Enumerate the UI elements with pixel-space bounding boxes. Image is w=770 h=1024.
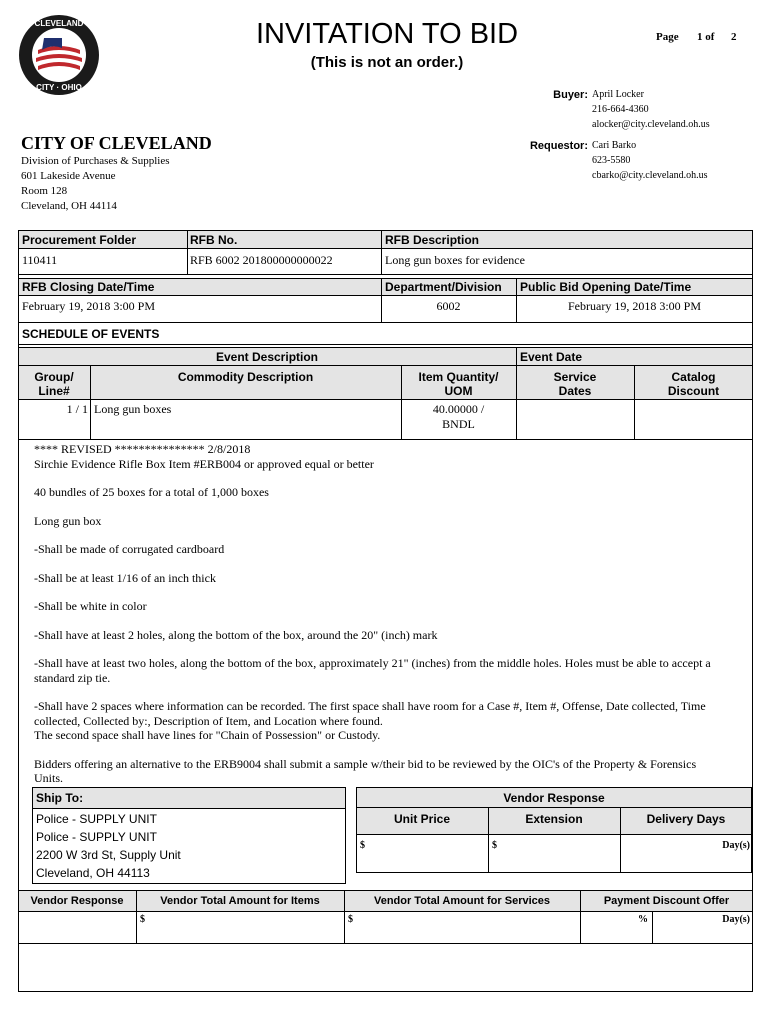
- department-label: Department/Division: [385, 280, 502, 294]
- svg-text:CLEVELAND: CLEVELAND: [34, 19, 84, 28]
- service-dates-label: Service Dates: [553, 370, 597, 398]
- requestor-email[interactable]: cbarko@city.cleveland.oh.us: [592, 170, 708, 181]
- rfb-no-value: RFB 6002 201800000000022: [190, 253, 333, 267]
- rfb-description-value: Long gun boxes for evidence: [385, 253, 525, 267]
- closing-date-value: February 19, 2018 3:00 PM: [22, 299, 155, 313]
- extension-label: Extension: [525, 812, 583, 826]
- delivery-days-label: Delivery Days: [646, 812, 726, 826]
- event-date-label: Event Date: [520, 350, 583, 364]
- bid-opening-label: Public Bid Opening Date/Time: [520, 280, 692, 294]
- vendor-total-services-label: Vendor Total Amount for Services: [373, 895, 551, 907]
- requestor-phone: 623-5580: [592, 155, 631, 166]
- closing-date-label: RFB Closing Date/Time: [22, 280, 155, 294]
- requestor-name: Cari Barko: [592, 140, 637, 151]
- ship-to-line: Police - SUPPLY UNIT: [36, 812, 157, 826]
- catalog-discount-label: Catalog Discount: [667, 370, 720, 398]
- item-line-number: 1 / 1: [66, 402, 88, 416]
- page-title: INVITATION TO BID: [255, 18, 519, 50]
- item-notes: **** REVISED *************** 2/8/2018 Sirchie Evidence Rifle Box Item #ERB004 or approved equal or better 40 bundles of 25 boxes for a total of 1,000 boxes Long gun box -Shall be made of corrugated cardboard -Shall be at least 1/16 of an inch thick -Shall be white in color -Shall have at least 2 holes, along the bottom of the box, around the 20" (inch) mark -Shall have at least two holes, along the bottom of the box, approximately 21" (inches) from the middle holes. Holes must be able to accept a standard zip tie. -Shall have 2 spaces where information can be recorded. The first space shall have room for a Case #, Item #, Offense, Date collected, Time collected, Collected by:, Description of Item, and Location where found. The second space shall have lines for "Chain of Possession" or Custody. Bidders offering an alternative to the ERB9004 shall submit a sample w/their bid to be reviewed by the OIC's of the Property & Forensics Units.: [34, 442, 711, 785]
- discount-percent-input[interactable]: %: [638, 914, 648, 925]
- page-subtitle: (This is not an order.): [310, 54, 464, 71]
- org-address-line: Division of Purchases & Supplies: [21, 155, 170, 167]
- ship-to-line: Cleveland, OH 44113: [36, 866, 150, 880]
- schedule-of-events-label: SCHEDULE OF EVENTS: [22, 327, 160, 341]
- extension-input[interactable]: $: [492, 840, 497, 851]
- requestor-label: Requestor:: [529, 140, 588, 152]
- page-total: 2: [731, 31, 737, 43]
- buyer-phone: 216-664-4360: [592, 104, 649, 115]
- buyer-label: Buyer:: [553, 89, 588, 101]
- buyer-email[interactable]: alocker@city.cleveland.oh.us: [592, 119, 710, 130]
- buyer-name: April Locker: [592, 89, 644, 100]
- page-number: 1 of: [697, 31, 715, 43]
- delivery-days-input[interactable]: Day(s): [722, 840, 750, 851]
- svg-text:CITY · OHIO: CITY · OHIO: [36, 83, 82, 92]
- org-address-line: Room 128: [21, 185, 68, 197]
- unit-price-input[interactable]: $: [360, 840, 365, 851]
- commodity-description-label: Commodity Description: [177, 370, 314, 384]
- page-label: Page: [656, 31, 679, 43]
- department-value: 6002: [436, 299, 461, 313]
- vendor-total-services-input[interactable]: $: [348, 914, 353, 925]
- ship-to-label: Ship To:: [36, 791, 84, 805]
- rfb-no-label: RFB No.: [190, 233, 238, 247]
- procurement-folder-value: 110411: [22, 253, 58, 267]
- vendor-total-items-input[interactable]: $: [140, 914, 145, 925]
- item-description: Long gun boxes: [94, 402, 172, 416]
- vendor-total-items-label: Vendor Total Amount for Items: [160, 895, 320, 907]
- vendor-response-input[interactable]: [20, 913, 134, 941]
- payment-discount-label: Payment Discount Offer: [603, 895, 730, 907]
- org-name: CITY OF CLEVELAND: [21, 133, 212, 153]
- rfb-description-label: RFB Description: [385, 233, 480, 247]
- item-quantity: 40.00000 / BNDL: [432, 402, 485, 431]
- ship-to-line: Police - SUPPLY UNIT: [36, 830, 157, 844]
- org-address-line: 601 Lakeside Avenue: [21, 170, 116, 182]
- org-address-line: Cleveland, OH 44114: [21, 200, 117, 212]
- vendor-response-label: Vendor Response: [503, 791, 605, 805]
- totals-vendor-response-label: Vendor Response: [30, 895, 124, 907]
- city-seal-logo: [18, 14, 100, 96]
- event-description-label: Event Description: [215, 350, 319, 364]
- ship-to-line: 2200 W 3rd St, Supply Unit: [36, 848, 181, 862]
- procurement-folder-label: Procurement Folder: [22, 233, 137, 247]
- unit-price-label: Unit Price: [393, 812, 450, 826]
- group-line-label: Group/ Line#: [34, 370, 74, 398]
- item-quantity-label: Item Quantity/ UOM: [418, 370, 499, 398]
- discount-days-input[interactable]: Day(s): [722, 914, 750, 925]
- bid-opening-value: February 19, 2018 3:00 PM: [568, 299, 701, 313]
